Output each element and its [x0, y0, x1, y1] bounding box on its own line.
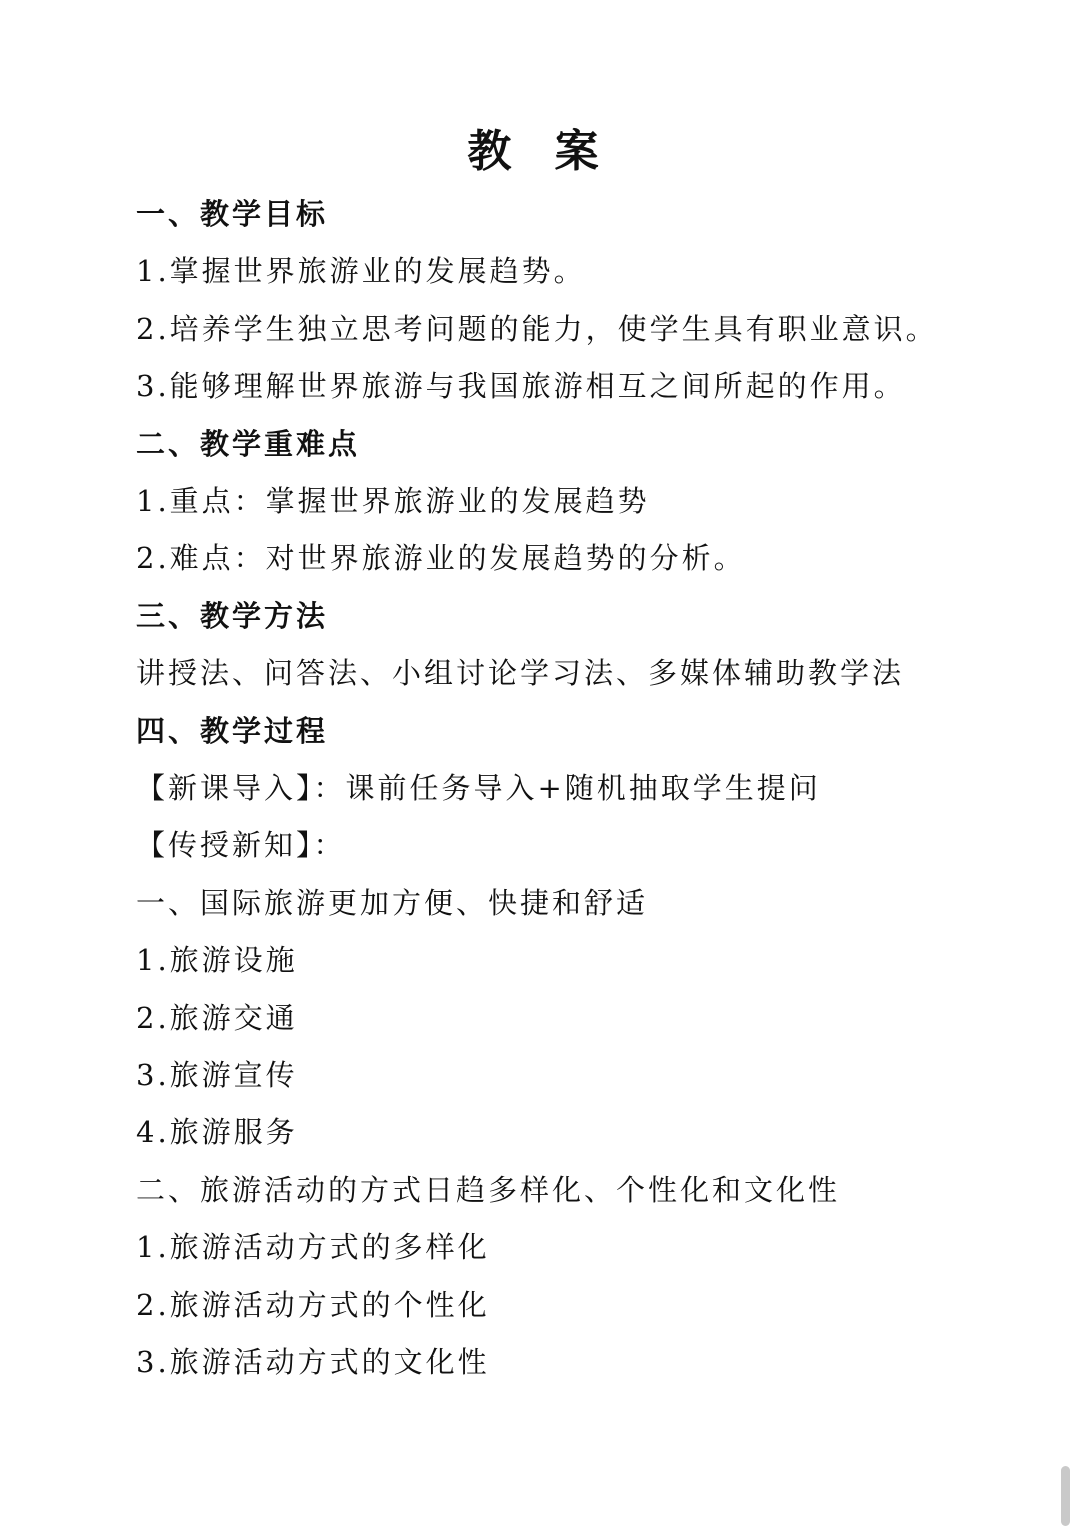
body-line: 2.培养学生独立思考问题的能力，使学生具有职业意识。: [136, 312, 938, 346]
body-line: 3.旅游宣传: [136, 1058, 298, 1092]
section-heading: 四、教学过程: [136, 714, 329, 748]
body-line: 1.重点：掌握世界旅游业的发展趋势: [136, 484, 650, 518]
section-heading: 二、教学重难点: [136, 427, 361, 461]
body-line: 2.旅游交通: [136, 1001, 298, 1035]
body-line: 一、国际旅游更加方便、快捷和舒适: [136, 886, 649, 920]
body-line: 1.掌握世界旅游业的发展趋势。: [136, 254, 586, 288]
document-title: 教 案: [467, 126, 613, 177]
section-heading: 三、教学方法: [136, 599, 329, 633]
body-line: 3.旅游活动方式的文化性: [136, 1345, 490, 1379]
body-line: 3.能够理解世界旅游与我国旅游相互之间所起的作用。: [136, 369, 906, 403]
body-line: 4.旅游服务: [136, 1115, 298, 1149]
body-line: 1.旅游设施: [136, 943, 298, 977]
body-line: 【传授新知】：: [136, 828, 346, 862]
section-heading: 一、教学目标: [136, 197, 329, 231]
body-line: 二、旅游活动的方式日趋多样化、个性化和文化性: [136, 1173, 841, 1207]
body-line: 讲授法、问答法、小组讨论学习法、多媒体辅助教学法: [136, 656, 905, 690]
body-line: 2.难点：对世界旅游业的发展趋势的分析。: [136, 541, 746, 575]
body-line: 1.旅游活动方式的多样化: [136, 1230, 490, 1264]
body-line: 2.旅游活动方式的个性化: [136, 1288, 490, 1322]
scrollbar-thumb[interactable]: [1061, 1466, 1070, 1526]
body-line: 【新课导入】：课前任务导入+随机抽取学生提问: [136, 771, 821, 805]
